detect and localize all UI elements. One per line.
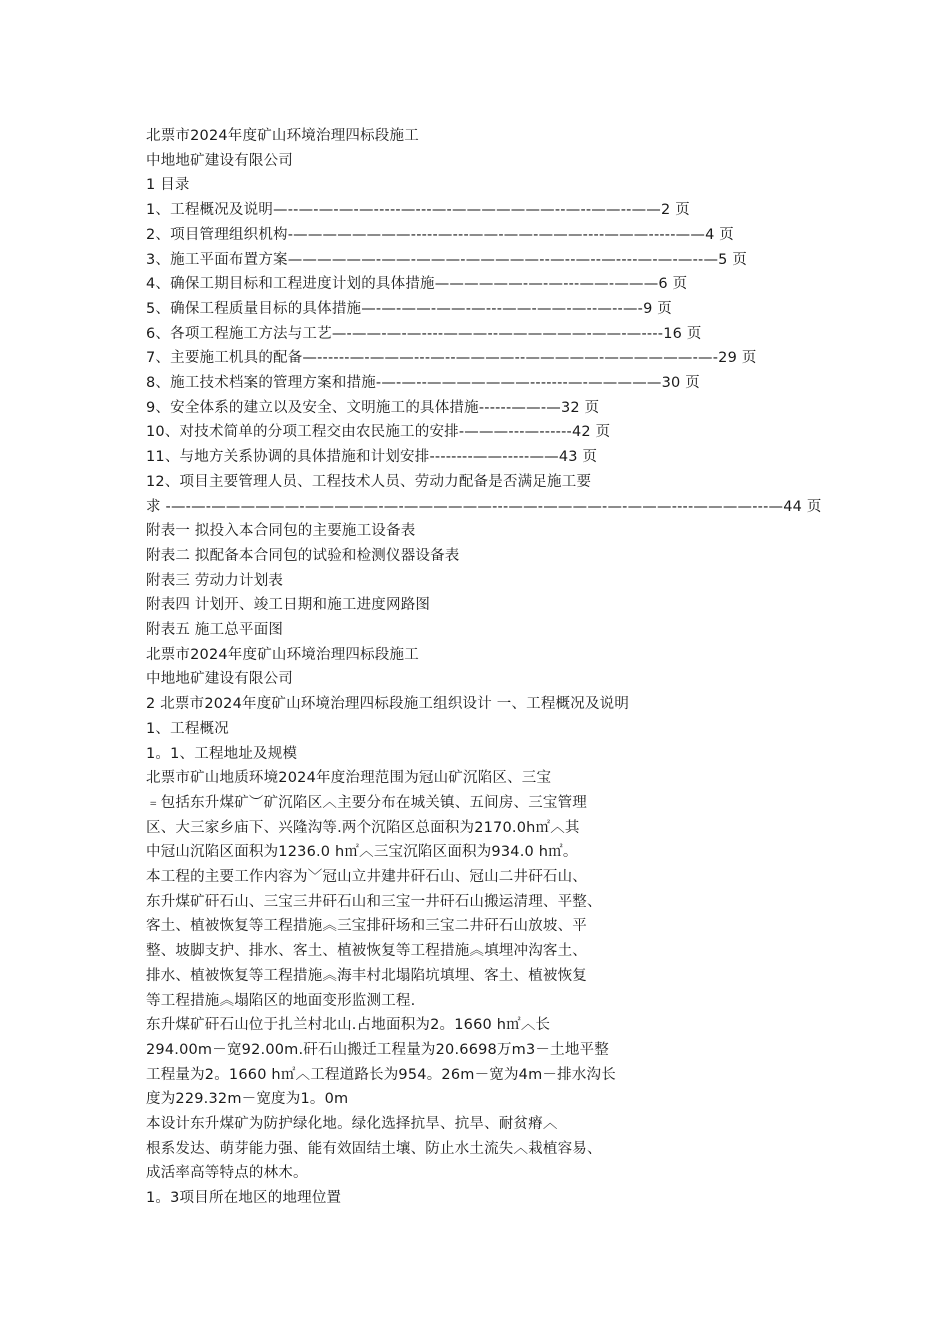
text-line: 北票市2024年度矿山环境治理四标段施工 bbox=[146, 128, 419, 144]
text-line: 附表一 拟投入本合同包的主要施工设备表 bbox=[146, 523, 416, 540]
text-line: 11、与地方关系协调的具体措施和计划安排--------——-----——43 页 bbox=[146, 449, 598, 466]
text-line: 1、工程概况 bbox=[146, 720, 229, 737]
text-line: 中地地矿建设有限公司 bbox=[146, 152, 293, 169]
text-line: 1。3项目所在地区的地理位置 bbox=[146, 1190, 342, 1207]
text-line: 中地地矿建设有限公司 bbox=[146, 671, 293, 688]
text-line: 客土、植被恢复等工程措施︽三宝排矸场和三宝二井矸石山放坡、平 bbox=[146, 918, 587, 935]
text-line: 10、对技术简单的分项工程交由农民施工的安排-———---—------42 页 bbox=[146, 424, 611, 441]
text-line: 2 北票市2024年度矿山环境治理四标段施工组织设计 一、工程概况及说明 bbox=[146, 696, 630, 713]
text-line: 工程量为2。1660 h㎡︿工程道路长为954。26m－宽为4m－排水沟长 bbox=[146, 1066, 616, 1083]
text-line: 7、主要施工机具的配备—------—-———---—--————--—————-——————-—-29 页 bbox=[146, 350, 757, 367]
text-line: 4、确保工期目标和工程进度计划的具体措施——————-—-—---——-———6 页 bbox=[146, 276, 688, 293]
text-line: 东升煤矿矸石山、三宝三井矸石山和三宝一井矸石山搬运清理、平整、 bbox=[146, 893, 602, 910]
text-line: 根系发达、萌芽能力强、能有效固结土壤、防止水土流失︿栽植容易、 bbox=[146, 1140, 602, 1157]
text-line: 整、坡脚支护、排水、客土、植被恢复等工程措施︽填埋冲沟客土、 bbox=[146, 943, 587, 960]
text-line: 等工程措施︽塌陷区的地面变形监测工程. bbox=[146, 992, 416, 1009]
text-line: 中冠山沉陷区面积为1236.0 h㎡︿三宝沉陷区面积为934.0 h㎡。 bbox=[146, 844, 578, 861]
text-line: 1 目录 bbox=[146, 177, 190, 194]
text-line: 1。1、工程地址及规模 bbox=[146, 745, 298, 762]
text-line: 求 -—-—-——————-—————-—-——————---——-————-—-———----————---—44 页 bbox=[146, 498, 822, 515]
text-line: ﹦包括东升煤矿︶矿沉陷区︿主要分布在城关镇、五间房、三宝管理 bbox=[146, 794, 587, 811]
text-line: 9、安全体系的建立以及安全、文明施工的具体措施------——-—32 页 bbox=[146, 399, 600, 416]
text-line: 成活率高等特点的林木。 bbox=[146, 1165, 308, 1182]
text-line: 东升煤矿矸石山位于扎兰村北山.占地面积为2。1660 h㎡︿长 bbox=[146, 1017, 551, 1034]
text-line: 北票市矿山地质环境2024年度治理范围为冠山矿沉陷区、三宝 bbox=[146, 770, 552, 787]
text-line: 附表五 施工总平面图 bbox=[146, 622, 284, 638]
text-line: 6、各项工程施工方法与工艺—-——-—-—----———--——————-——-—----16 页 bbox=[146, 325, 702, 342]
text-line: 本设计东升煤矿为防护绿化地。绿化选择抗旱、抗旱、耐贫瘠︿ bbox=[146, 1116, 558, 1132]
text-line: 附表三 劳动力计划表 bbox=[146, 572, 284, 589]
text-line: 本工程的主要工作内容为﹀冠山立井建井矸石山、冠山二井矸石山、 bbox=[146, 869, 587, 885]
text-line: 排水、植被恢复等工程措施︽海丰村北塌陷坑填埋、客土、植被恢复 bbox=[146, 967, 587, 984]
text-line: 2、项目管理组织机构-————————-----—---——-——-———----———-----——4 页 bbox=[146, 226, 735, 243]
text-line: 3、施工平面布置方案——————-——-———-—————--—--—--—----—-—-—--—5 页 bbox=[146, 251, 748, 268]
text-line: 8、施工技术档案的管理方案和措施-—-—--———————-------—-—————30 页 bbox=[146, 375, 700, 391]
text-line: 附表二 拟配备本合同包的试验和检测仪器设备表 bbox=[146, 547, 460, 564]
text-line: 294.00m－宽92.00m.矸石山搬迁工程量为20.6698万m3－土地平整 bbox=[146, 1041, 609, 1058]
text-line: 度为229.32m－宽度为1。0m bbox=[146, 1091, 349, 1108]
text-line: 5、确保工程质量目标的具体措施—-—-——-——-—---——-——-—--—--—-9 页 bbox=[146, 300, 673, 317]
text-line: 1、工程概况及说明—--—-—-—-—-----—---—-———————--—--——--——2 页 bbox=[146, 202, 690, 219]
text-line: 区、大三家乡庙下、兴隆沟等.两个沉陷区总面积为2170.0h㎡︿其 bbox=[146, 819, 580, 836]
text-line: 附表四 计划开、竣工日期和施工进度网路图 bbox=[146, 597, 431, 614]
text-line: 北票市2024年度矿山环境治理四标段施工 bbox=[146, 646, 419, 663]
text-line: 12、项目主要管理人员、工程技术人员、劳动力配备是否满足施工要 bbox=[146, 473, 592, 490]
